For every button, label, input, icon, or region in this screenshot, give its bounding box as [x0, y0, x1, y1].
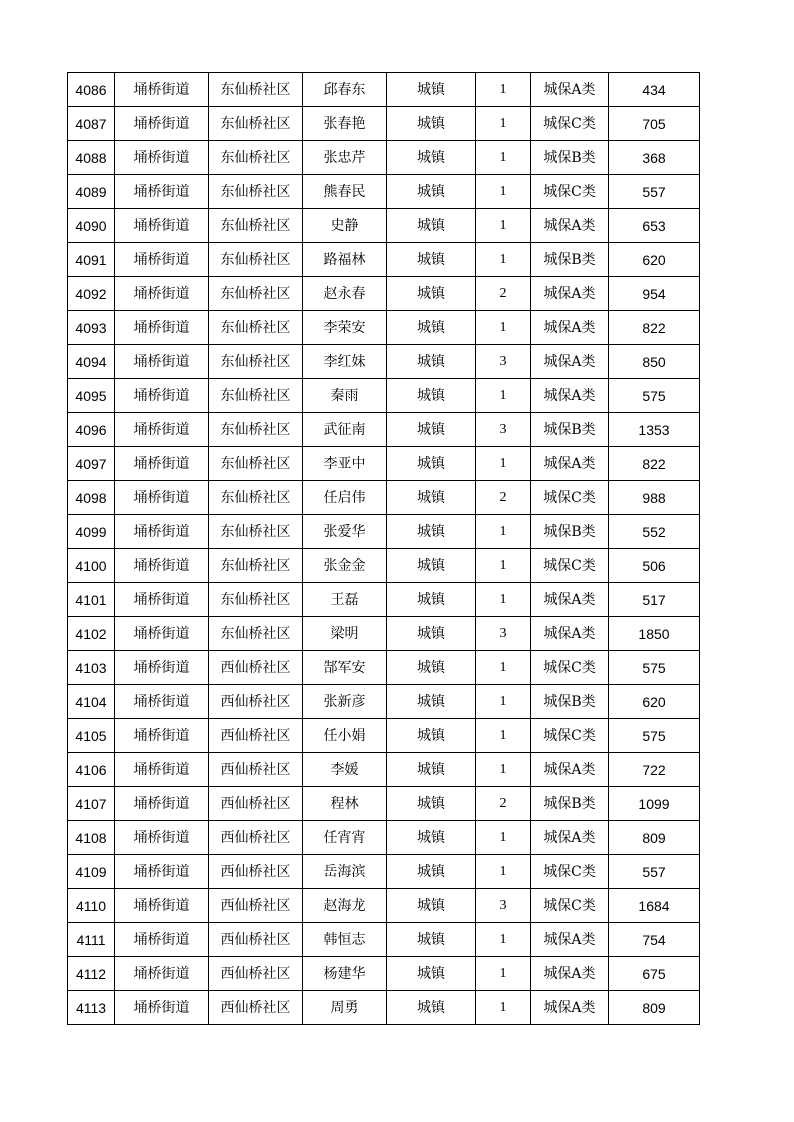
category-cell: 城保B类	[531, 515, 609, 549]
record-id-cell: 4112	[68, 957, 115, 991]
area-type-cell: 城镇	[387, 889, 476, 923]
name-cell: 秦雨	[303, 379, 387, 413]
community-cell: 西仙桥社区	[209, 651, 303, 685]
area-type-cell: 城镇	[387, 379, 476, 413]
amount-cell: 988	[609, 481, 700, 515]
name-cell: 赵永春	[303, 277, 387, 311]
area-type-cell: 城镇	[387, 277, 476, 311]
household-count-cell: 2	[476, 481, 531, 515]
category-cell: 城保B类	[531, 787, 609, 821]
amount-cell: 754	[609, 923, 700, 957]
category-cell: 城保C类	[531, 855, 609, 889]
street-cell: 埇桥街道	[115, 175, 209, 209]
name-cell: 熊春民	[303, 175, 387, 209]
area-type-cell: 城镇	[387, 481, 476, 515]
household-count-cell: 1	[476, 379, 531, 413]
table-row	[68, 957, 700, 991]
amount-cell: 1099	[609, 787, 700, 821]
amount-cell: 575	[609, 379, 700, 413]
category-cell: 城保A类	[531, 209, 609, 243]
category-cell: 城保C类	[531, 175, 609, 209]
community-cell: 西仙桥社区	[209, 855, 303, 889]
street-cell: 埇桥街道	[115, 719, 209, 753]
record-id-cell: 4086	[68, 73, 115, 107]
area-type-cell: 城镇	[387, 141, 476, 175]
name-cell: 路福林	[303, 243, 387, 277]
record-id-cell: 4113	[68, 991, 115, 1025]
community-cell: 西仙桥社区	[209, 889, 303, 923]
area-type-cell: 城镇	[387, 345, 476, 379]
category-cell: 城保A类	[531, 345, 609, 379]
street-cell: 埇桥街道	[115, 583, 209, 617]
amount-cell: 954	[609, 277, 700, 311]
table-row	[68, 277, 700, 311]
amount-cell: 850	[609, 345, 700, 379]
amount-cell: 822	[609, 447, 700, 481]
record-id-cell: 4095	[68, 379, 115, 413]
area-type-cell: 城镇	[387, 617, 476, 651]
area-type-cell: 城镇	[387, 957, 476, 991]
area-type-cell: 城镇	[387, 73, 476, 107]
table-row	[68, 855, 700, 889]
table-row	[68, 923, 700, 957]
area-type-cell: 城镇	[387, 413, 476, 447]
amount-cell: 506	[609, 549, 700, 583]
community-cell: 东仙桥社区	[209, 243, 303, 277]
street-cell: 埇桥街道	[115, 651, 209, 685]
amount-cell: 434	[609, 73, 700, 107]
amount-cell: 620	[609, 243, 700, 277]
household-count-cell: 3	[476, 889, 531, 923]
amount-cell: 675	[609, 957, 700, 991]
name-cell: 李亚中	[303, 447, 387, 481]
record-id-cell: 4106	[68, 753, 115, 787]
record-id-cell: 4102	[68, 617, 115, 651]
record-id-cell: 4109	[68, 855, 115, 889]
table-row	[68, 345, 700, 379]
area-type-cell: 城镇	[387, 991, 476, 1025]
household-count-cell: 2	[476, 787, 531, 821]
area-type-cell: 城镇	[387, 311, 476, 345]
amount-cell: 557	[609, 175, 700, 209]
table-row	[68, 889, 700, 923]
street-cell: 埇桥街道	[115, 481, 209, 515]
table-row	[68, 787, 700, 821]
area-type-cell: 城镇	[387, 243, 476, 277]
table-row	[68, 379, 700, 413]
table-row	[68, 447, 700, 481]
category-cell: 城保A类	[531, 277, 609, 311]
street-cell: 埇桥街道	[115, 413, 209, 447]
table-row	[68, 107, 700, 141]
street-cell: 埇桥街道	[115, 821, 209, 855]
record-id-cell: 4092	[68, 277, 115, 311]
record-id-cell: 4089	[68, 175, 115, 209]
table-row	[68, 549, 700, 583]
street-cell: 埇桥街道	[115, 685, 209, 719]
category-cell: 城保A类	[531, 821, 609, 855]
amount-cell: 575	[609, 719, 700, 753]
household-count-cell: 1	[476, 583, 531, 617]
table-row	[68, 685, 700, 719]
community-cell: 西仙桥社区	[209, 719, 303, 753]
record-id-cell: 4111	[68, 923, 115, 957]
amount-cell: 705	[609, 107, 700, 141]
category-cell: 城保A类	[531, 991, 609, 1025]
amount-cell: 1850	[609, 617, 700, 651]
name-cell: 赵海龙	[303, 889, 387, 923]
name-cell: 武征南	[303, 413, 387, 447]
household-count-cell: 3	[476, 617, 531, 651]
amount-cell: 575	[609, 651, 700, 685]
name-cell: 张春艳	[303, 107, 387, 141]
street-cell: 埇桥街道	[115, 107, 209, 141]
name-cell: 程林	[303, 787, 387, 821]
record-id-cell: 4097	[68, 447, 115, 481]
street-cell: 埇桥街道	[115, 549, 209, 583]
table-row	[68, 413, 700, 447]
household-count-cell: 1	[476, 957, 531, 991]
table-row	[68, 243, 700, 277]
community-cell: 东仙桥社区	[209, 583, 303, 617]
community-cell: 西仙桥社区	[209, 957, 303, 991]
record-id-cell: 4091	[68, 243, 115, 277]
table-row	[68, 583, 700, 617]
street-cell: 埇桥街道	[115, 923, 209, 957]
community-cell: 东仙桥社区	[209, 549, 303, 583]
category-cell: 城保B类	[531, 413, 609, 447]
community-cell: 西仙桥社区	[209, 991, 303, 1025]
record-id-cell: 4096	[68, 413, 115, 447]
name-cell: 李红妹	[303, 345, 387, 379]
area-type-cell: 城镇	[387, 685, 476, 719]
household-count-cell: 1	[476, 447, 531, 481]
area-type-cell: 城镇	[387, 209, 476, 243]
household-count-cell: 1	[476, 855, 531, 889]
record-id-cell: 4101	[68, 583, 115, 617]
street-cell: 埇桥街道	[115, 345, 209, 379]
table-row	[68, 719, 700, 753]
table-row	[68, 651, 700, 685]
record-id-cell: 4098	[68, 481, 115, 515]
name-cell: 王磊	[303, 583, 387, 617]
street-cell: 埇桥街道	[115, 855, 209, 889]
community-cell: 西仙桥社区	[209, 685, 303, 719]
area-type-cell: 城镇	[387, 753, 476, 787]
record-id-cell: 4094	[68, 345, 115, 379]
household-count-cell: 3	[476, 345, 531, 379]
category-cell: 城保A类	[531, 73, 609, 107]
table-row	[68, 515, 700, 549]
household-count-cell: 1	[476, 311, 531, 345]
amount-cell: 822	[609, 311, 700, 345]
area-type-cell: 城镇	[387, 175, 476, 209]
table-row	[68, 175, 700, 209]
category-cell: 城保A类	[531, 753, 609, 787]
street-cell: 埇桥街道	[115, 311, 209, 345]
amount-cell: 722	[609, 753, 700, 787]
street-cell: 埇桥街道	[115, 141, 209, 175]
name-cell: 郜军安	[303, 651, 387, 685]
community-cell: 西仙桥社区	[209, 787, 303, 821]
name-cell: 梁明	[303, 617, 387, 651]
record-id-cell: 4100	[68, 549, 115, 583]
area-type-cell: 城镇	[387, 107, 476, 141]
category-cell: 城保A类	[531, 447, 609, 481]
household-count-cell: 1	[476, 549, 531, 583]
community-cell: 东仙桥社区	[209, 209, 303, 243]
household-count-cell: 2	[476, 277, 531, 311]
household-count-cell: 1	[476, 685, 531, 719]
table-row	[68, 617, 700, 651]
record-id-cell: 4103	[68, 651, 115, 685]
amount-cell: 517	[609, 583, 700, 617]
community-cell: 西仙桥社区	[209, 923, 303, 957]
name-cell: 张爱华	[303, 515, 387, 549]
street-cell: 埇桥街道	[115, 277, 209, 311]
community-cell: 东仙桥社区	[209, 277, 303, 311]
category-cell: 城保C类	[531, 107, 609, 141]
name-cell: 张忠芹	[303, 141, 387, 175]
area-type-cell: 城镇	[387, 583, 476, 617]
category-cell: 城保A类	[531, 923, 609, 957]
area-type-cell: 城镇	[387, 515, 476, 549]
name-cell: 邱春东	[303, 73, 387, 107]
street-cell: 埇桥街道	[115, 957, 209, 991]
amount-cell: 1684	[609, 889, 700, 923]
household-count-cell: 3	[476, 413, 531, 447]
household-count-cell: 1	[476, 719, 531, 753]
street-cell: 埇桥街道	[115, 379, 209, 413]
community-cell: 东仙桥社区	[209, 413, 303, 447]
area-type-cell: 城镇	[387, 651, 476, 685]
area-type-cell: 城镇	[387, 855, 476, 889]
name-cell: 韩恒志	[303, 923, 387, 957]
area-type-cell: 城镇	[387, 821, 476, 855]
records-table	[67, 72, 700, 1025]
community-cell: 东仙桥社区	[209, 73, 303, 107]
record-id-cell: 4108	[68, 821, 115, 855]
community-cell: 东仙桥社区	[209, 379, 303, 413]
category-cell: 城保A类	[531, 583, 609, 617]
household-count-cell: 1	[476, 651, 531, 685]
table-row	[68, 991, 700, 1025]
street-cell: 埇桥街道	[115, 753, 209, 787]
household-count-cell: 1	[476, 515, 531, 549]
category-cell: 城保C类	[531, 549, 609, 583]
community-cell: 东仙桥社区	[209, 515, 303, 549]
community-cell: 东仙桥社区	[209, 617, 303, 651]
name-cell: 任宵宵	[303, 821, 387, 855]
table-row	[68, 821, 700, 855]
category-cell: 城保C类	[531, 719, 609, 753]
community-cell: 东仙桥社区	[209, 447, 303, 481]
street-cell: 埇桥街道	[115, 515, 209, 549]
street-cell: 埇桥街道	[115, 617, 209, 651]
record-id-cell: 4090	[68, 209, 115, 243]
household-count-cell: 1	[476, 175, 531, 209]
street-cell: 埇桥街道	[115, 991, 209, 1025]
household-count-cell: 1	[476, 991, 531, 1025]
area-type-cell: 城镇	[387, 549, 476, 583]
street-cell: 埇桥街道	[115, 787, 209, 821]
name-cell: 史静	[303, 209, 387, 243]
table-row	[68, 141, 700, 175]
street-cell: 埇桥街道	[115, 73, 209, 107]
table-row	[68, 209, 700, 243]
record-id-cell: 4087	[68, 107, 115, 141]
name-cell: 杨建华	[303, 957, 387, 991]
category-cell: 城保B类	[531, 685, 609, 719]
record-id-cell: 4088	[68, 141, 115, 175]
street-cell: 埇桥街道	[115, 889, 209, 923]
area-type-cell: 城镇	[387, 787, 476, 821]
area-type-cell: 城镇	[387, 447, 476, 481]
household-count-cell: 1	[476, 923, 531, 957]
category-cell: 城保A类	[531, 379, 609, 413]
record-id-cell: 4110	[68, 889, 115, 923]
household-count-cell: 1	[476, 73, 531, 107]
category-cell: 城保A类	[531, 957, 609, 991]
amount-cell: 809	[609, 991, 700, 1025]
name-cell: 任启伟	[303, 481, 387, 515]
community-cell: 东仙桥社区	[209, 175, 303, 209]
household-count-cell: 1	[476, 821, 531, 855]
community-cell: 西仙桥社区	[209, 821, 303, 855]
records-table-body	[68, 73, 700, 1025]
record-id-cell: 4104	[68, 685, 115, 719]
amount-cell: 552	[609, 515, 700, 549]
category-cell: 城保A类	[531, 311, 609, 345]
table-row	[68, 753, 700, 787]
category-cell: 城保A类	[531, 617, 609, 651]
amount-cell: 1353	[609, 413, 700, 447]
amount-cell: 809	[609, 821, 700, 855]
street-cell: 埇桥街道	[115, 243, 209, 277]
name-cell: 张金金	[303, 549, 387, 583]
amount-cell: 368	[609, 141, 700, 175]
category-cell: 城保B类	[531, 141, 609, 175]
community-cell: 东仙桥社区	[209, 345, 303, 379]
category-cell: 城保C类	[531, 651, 609, 685]
household-count-cell: 1	[476, 243, 531, 277]
name-cell: 周勇	[303, 991, 387, 1025]
street-cell: 埇桥街道	[115, 209, 209, 243]
area-type-cell: 城镇	[387, 719, 476, 753]
household-count-cell: 1	[476, 141, 531, 175]
table-row	[68, 481, 700, 515]
name-cell: 岳海滨	[303, 855, 387, 889]
name-cell: 李媛	[303, 753, 387, 787]
name-cell: 张新彦	[303, 685, 387, 719]
record-id-cell: 4093	[68, 311, 115, 345]
community-cell: 东仙桥社区	[209, 141, 303, 175]
area-type-cell: 城镇	[387, 923, 476, 957]
name-cell: 李荣安	[303, 311, 387, 345]
record-id-cell: 4107	[68, 787, 115, 821]
category-cell: 城保C类	[531, 889, 609, 923]
table-row	[68, 311, 700, 345]
category-cell: 城保C类	[531, 481, 609, 515]
community-cell: 东仙桥社区	[209, 107, 303, 141]
amount-cell: 620	[609, 685, 700, 719]
record-id-cell: 4099	[68, 515, 115, 549]
community-cell: 东仙桥社区	[209, 481, 303, 515]
category-cell: 城保B类	[531, 243, 609, 277]
community-cell: 东仙桥社区	[209, 311, 303, 345]
street-cell: 埇桥街道	[115, 447, 209, 481]
name-cell: 任小娟	[303, 719, 387, 753]
household-count-cell: 1	[476, 209, 531, 243]
community-cell: 西仙桥社区	[209, 753, 303, 787]
household-count-cell: 1	[476, 753, 531, 787]
amount-cell: 557	[609, 855, 700, 889]
record-id-cell: 4105	[68, 719, 115, 753]
household-count-cell: 1	[476, 107, 531, 141]
amount-cell: 653	[609, 209, 700, 243]
table-row	[68, 73, 700, 107]
